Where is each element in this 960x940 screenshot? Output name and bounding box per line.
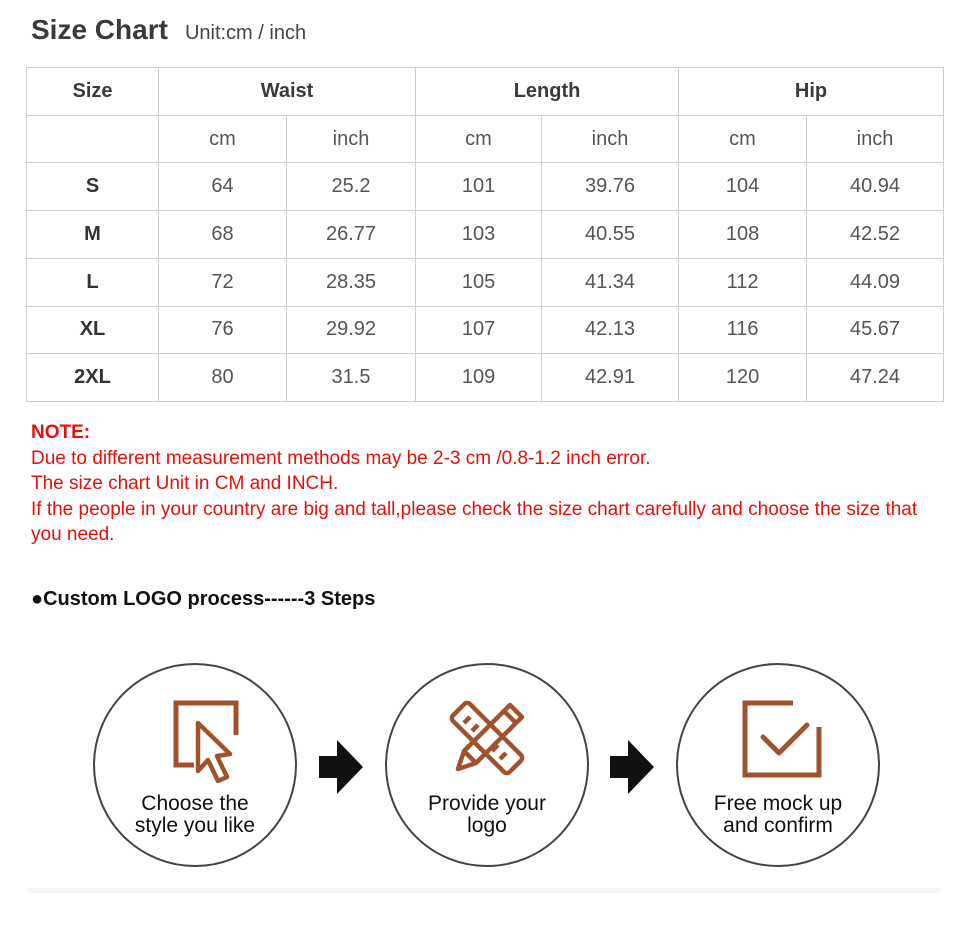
table-cell: 116 [679, 306, 807, 354]
step-label: Choose the style you like [134, 792, 256, 837]
table-cell: 107 [416, 306, 542, 354]
subheader-unit: cm [416, 115, 542, 163]
table-cell: 104 [679, 163, 807, 211]
pencil-ruler-icon [442, 693, 532, 783]
subheader-unit: cm [679, 115, 807, 163]
subheader-unit: inch [287, 115, 416, 163]
size-cell: L [27, 258, 159, 306]
logo-process-steps [0, 640, 960, 900]
note-line: If the people in your country are big and tall,please check the size chart carefully and choose the size that you need. [31, 498, 918, 545]
process-title: ●Custom LOGO process------3 Steps [31, 588, 376, 610]
table-cell: 41.34 [542, 258, 679, 306]
subheader-unit: cm [159, 115, 287, 163]
step-mock-up-confirm [676, 663, 880, 867]
table-cell: 108 [679, 211, 807, 259]
unit-label: Unit:cm / inch [184, 22, 307, 44]
size-chart-header [31, 14, 306, 46]
table-cell: 29.92 [287, 306, 416, 354]
cursor-select-icon [150, 693, 240, 783]
size-table [26, 67, 944, 402]
page-title: Size Chart [31, 14, 168, 45]
arrow-right-icon [319, 740, 363, 794]
table-cell: 105 [416, 258, 542, 306]
table-cell: 80 [159, 354, 287, 402]
table-row [27, 306, 944, 354]
step-label: Provide your logo [428, 792, 546, 837]
table-cell: 42.52 [807, 211, 944, 259]
checkbox-icon [733, 693, 823, 783]
table-cell: 39.76 [542, 163, 679, 211]
table-cell: 26.77 [287, 211, 416, 259]
table-cell: 28.35 [287, 258, 416, 306]
table-cell: 44.09 [807, 258, 944, 306]
note-line: The size chart Unit in CM and INCH. [31, 473, 339, 494]
note-line: Due to different measurement methods may be 2-3 cm /0.8-1.2 inch error. [31, 447, 651, 469]
note-title: NOTE: [31, 422, 91, 443]
table-cell: 103 [416, 211, 542, 259]
table-header-row [27, 68, 944, 116]
table-cell: 25.2 [287, 163, 416, 211]
table-cell: 42.13 [542, 306, 679, 354]
size-cell: M [27, 211, 159, 259]
step-label: Free mock up and confirm [713, 792, 843, 837]
table-subheader-row [27, 115, 944, 163]
table-cell: 42.91 [542, 354, 679, 402]
table-cell: 101 [416, 163, 542, 211]
arrow-right-icon [610, 740, 654, 794]
table-cell: 72 [159, 258, 287, 306]
size-cell: XL [27, 306, 159, 354]
subheader-unit: inch [807, 115, 944, 163]
table-cell: 109 [416, 354, 542, 402]
table-cell: 31.5 [287, 354, 416, 402]
table-cell: 76 [159, 306, 287, 354]
divider [28, 888, 940, 893]
table-row [27, 354, 944, 402]
header-waist: Waist [159, 68, 416, 116]
table-cell: 45.67 [807, 306, 944, 354]
step-choose-style [93, 663, 297, 867]
table-cell: 120 [679, 354, 807, 402]
table-cell: 40.94 [807, 163, 944, 211]
size-cell: 2XL [27, 354, 159, 402]
table-row [27, 258, 944, 306]
subheader-empty [27, 115, 159, 163]
subheader-unit: inch [542, 115, 679, 163]
step-provide-logo [385, 663, 589, 867]
table-cell: 68 [159, 211, 287, 259]
header-length: Length [416, 68, 679, 116]
table-cell: 64 [159, 163, 287, 211]
header-hip: Hip [679, 68, 944, 116]
table-row [27, 211, 944, 259]
size-cell: S [27, 163, 159, 211]
table-cell: 112 [679, 258, 807, 306]
header-size: Size [27, 68, 159, 116]
table-cell: 40.55 [542, 211, 679, 259]
measurement-note [31, 420, 936, 548]
table-row [27, 163, 944, 211]
table-cell: 47.24 [807, 354, 944, 402]
